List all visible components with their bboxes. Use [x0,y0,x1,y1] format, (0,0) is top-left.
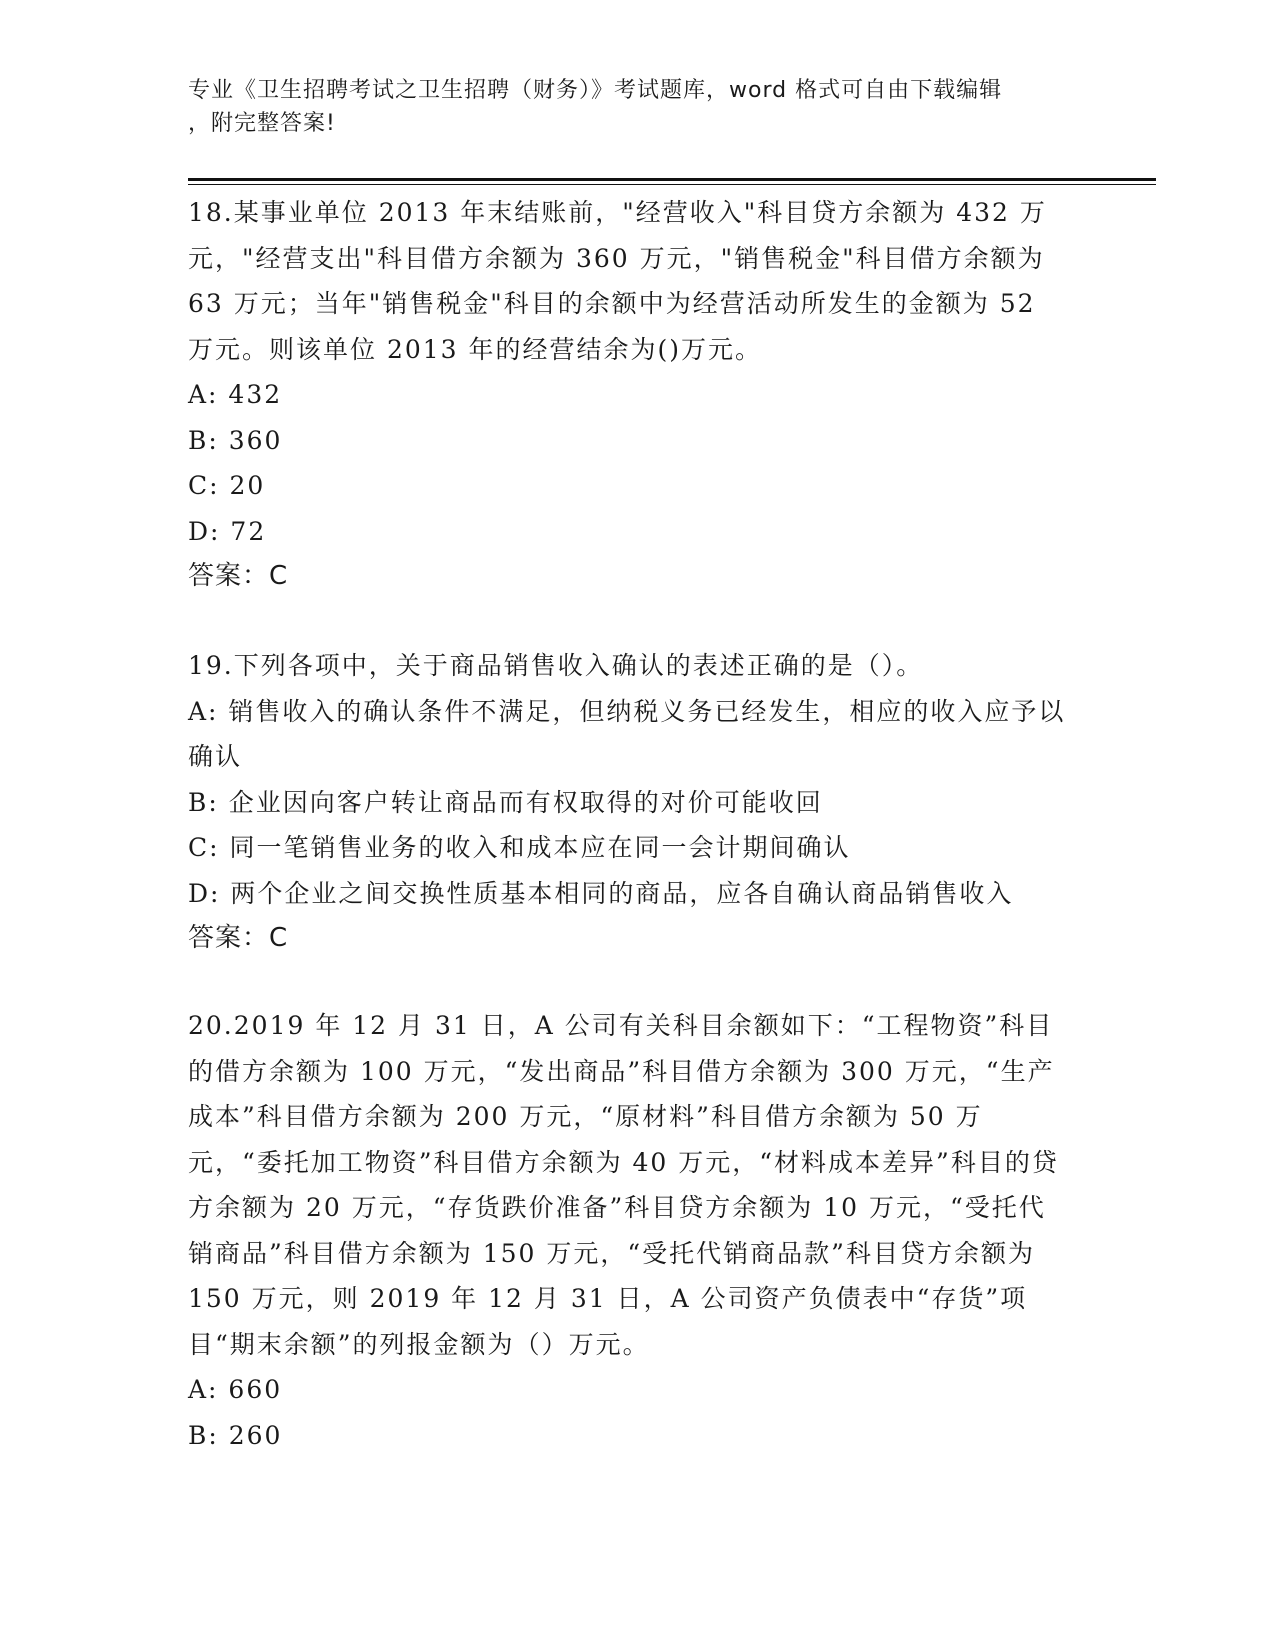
question-stem: 19.下列各项中，关于商品销售收入确认的表述正确的是（）。 [188,651,924,680]
option-c: C: 同一笔销售业务的收入和成本应在同一会计期间确认 [188,833,851,862]
option-a: A: 432 [188,380,283,409]
answer-line: 答案：C [188,923,289,953]
header-line-1: 专业《卫生招聘考试之卫生招聘（财务）》考试题库，word 格式可自由下载编辑 [188,78,1003,103]
question-18 [188,190,1068,600]
header-divider-thin [188,184,1156,185]
option-a: A: 销售收入的确认条件不满足，但纳税义务已经发生，相应的收入应予以确认 [188,696,1066,771]
option-d: D: 72 [188,516,267,546]
question-19 [188,643,1068,962]
option-b: B: 360 [188,425,283,455]
option-c: C: 20 [188,471,266,500]
page-header [188,74,1068,140]
question-stem: 20.2019 年 12 月 31 日，A 公司有关科目余额如下：“工程物资”科目的借方余额为 100 万元，“发出商品”科目借方余额为 300 万元，“生产成本”科目借方余额为 200 万元，“原材料”科目借方余额为 50 万元，“委托加工物资”科目借方余额为 40 万元，“材料成本差异”科目的贷方余额为 20 万元，“存货跌价准备”科目贷方余额为 10 万元，“受托代销商品”科目借方余额为 150 万元，“受托代销商品款”科目贷方余额为 150 万元，则 2019 年 12 月 31 日，A 公司资产负债表中“存货”项目“期末余额”的列报金额为（）万元。 [188,1011,1059,1359]
option-b: B: 企业因向客户转让商品而有权取得的对价可能收回 [188,787,823,817]
question-stem: 18.某事业单位 2013 年末结账前，"经营收入"科目贷方余额为 432 万元，"经营支出"科目借方余额为 360 万元，"销售税金"科目借方余额为 63 万元；当年"销售税金"科目的余额中为经营活动所发生的金额为 52 万元。则该单位 2013 年的经营结余为()万元。 [188,198,1047,364]
option-b: B: 260 [188,1420,283,1450]
question-20 [188,1003,1068,1458]
header-line-2: ，附完整答案! [188,111,336,136]
answer-line: 答案：C [188,561,289,591]
option-a: A: 660 [188,1375,283,1404]
option-d: D: 两个企业之间交换性质基本相同的商品，应各自确认商品销售收入 [188,878,1014,908]
header-divider-thick [188,178,1156,181]
